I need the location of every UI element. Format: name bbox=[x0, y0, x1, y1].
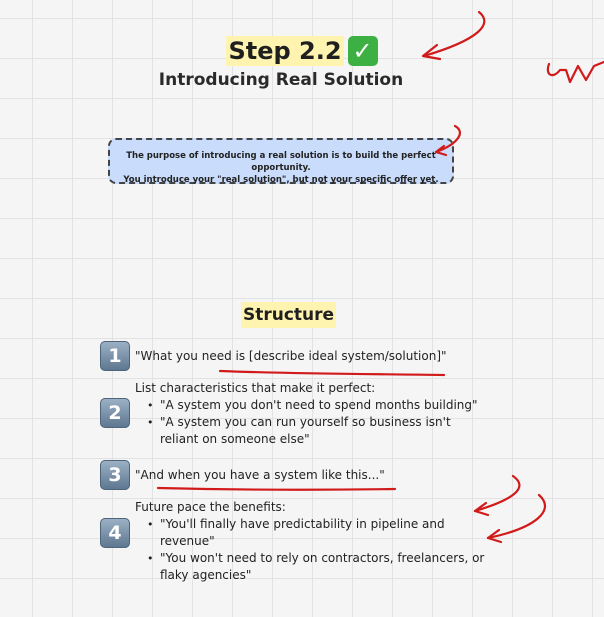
step-4-content bbox=[135, 499, 485, 584]
step-2-bullet-2: • "A system you can run yourself so business isn't reliant on someone else" bbox=[135, 414, 480, 448]
step-4-intro: Future pace the benefits: bbox=[135, 500, 286, 514]
purpose-note[interactable] bbox=[108, 138, 454, 184]
checkmark-icon: ✓ bbox=[348, 36, 378, 66]
step-1-number-badge: 1 bbox=[100, 341, 130, 371]
purpose-line-1: The purpose of introducing a real solution is to build the perfect opportunity. bbox=[126, 151, 436, 173]
step-2-intro: List characteristics that make it perfect: bbox=[135, 381, 376, 395]
step-title-block bbox=[0, 36, 604, 66]
ink-arrow-step-4-b bbox=[488, 495, 545, 538]
step-4-number-badge: 4 bbox=[100, 518, 130, 548]
step-2-number-badge: 2 bbox=[100, 398, 130, 428]
step-4-bullets bbox=[135, 516, 485, 584]
step-1-text: "What you need is [describe ideal system/solution]" bbox=[135, 349, 447, 363]
ink-arrow-step-4-b-head bbox=[488, 530, 501, 542]
ink-underline-step-1 bbox=[220, 371, 444, 375]
structure-heading: Structure bbox=[241, 302, 336, 328]
step-subtitle: Introducing Real Solution bbox=[158, 70, 404, 90]
ink-underline-step-3 bbox=[158, 488, 395, 490]
step-3-text: "And when you have a system like this..." bbox=[135, 468, 385, 482]
step-2-bullets bbox=[135, 397, 480, 448]
step-title: Step 2.2 bbox=[228, 37, 342, 65]
step-4-bullet-2: • "You won't need to rely on contractors, freelancers, or flaky agencies" bbox=[135, 550, 485, 584]
step-2-content bbox=[135, 380, 480, 448]
step-2-bullet-1: • "A system you don't need to spend months building" bbox=[135, 397, 480, 414]
purpose-line-2: You introduce your "real solution", but not your specific offer yet. bbox=[123, 175, 439, 185]
step-4-bullet-1: • "You'll finally have predictability in pipeline and revenue" bbox=[135, 516, 485, 550]
step-3-number-badge: 3 bbox=[100, 460, 130, 490]
